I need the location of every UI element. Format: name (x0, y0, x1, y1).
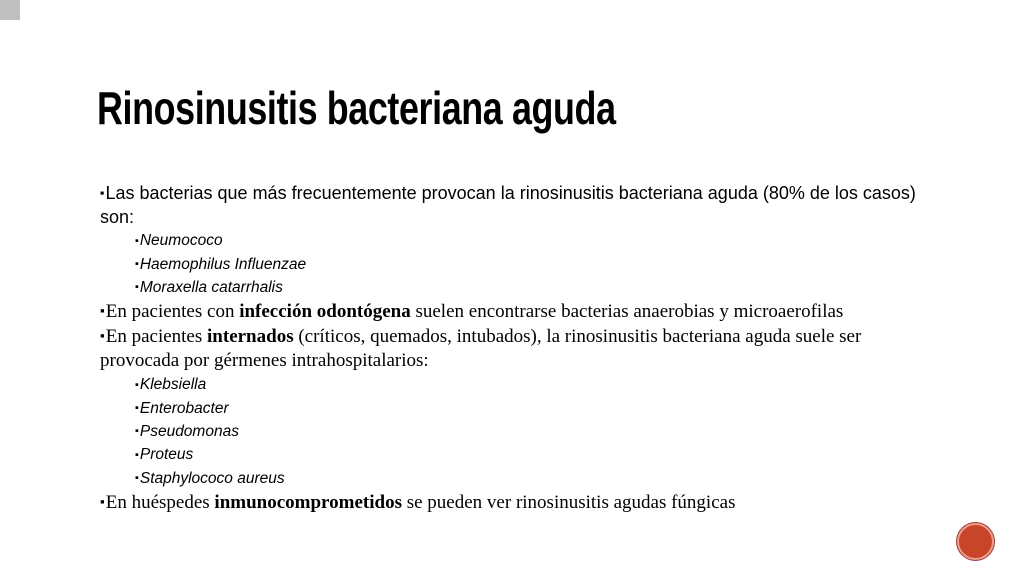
bullet-text: (críticos, quemados, intubados), la rinosinusitis bacteriana aguda suele ser provocada por gérmenes intrahospitalarios: (100, 326, 862, 372)
bullet-icon: ▪ (100, 186, 105, 201)
slide-content (100, 181, 940, 515)
bullet-text: suelen encontrarse bacterias anaerobias y microaerofilas (410, 301, 844, 323)
bullet-text-bold: internados (207, 326, 294, 348)
bullet-text: se pueden ver rinosinusitis agudas fúngicas (401, 492, 736, 514)
slide-title: Rinosinusitis bacteriana aguda (97, 82, 616, 134)
sub-item (135, 253, 940, 276)
bullet-icon: ▪ (135, 448, 139, 461)
bullet-icon: ▪ (135, 378, 139, 391)
bullet-icon: ▪ (135, 234, 139, 247)
bullet-icon: ▪ (135, 281, 139, 294)
bullet-item-3 (100, 324, 940, 373)
bullet-item-4 (100, 490, 940, 515)
sub-item-text: Neumococo (139, 232, 223, 250)
bullet-text-bold: infección odontógena (239, 301, 411, 323)
bullet-icon: ▪ (135, 472, 139, 485)
sub-item-text: Staphylococo aureus (139, 469, 285, 487)
bullet-icon: ▪ (100, 328, 105, 344)
corner-decoration (0, 0, 20, 20)
sub-item (135, 276, 940, 299)
bullet-icon: ▪ (135, 257, 139, 270)
sub-item (135, 229, 940, 252)
page-number-badge (957, 523, 994, 560)
bullet-text: En huéspedes (105, 492, 215, 514)
bullet-item-1 (100, 181, 940, 229)
sub-item-text: Klebsiella (139, 376, 207, 394)
bullet-text: En pacientes (105, 326, 208, 348)
sub-item (135, 397, 940, 420)
bullet-text: En pacientes con (105, 301, 240, 323)
sub-item-text: Enterobacter (139, 399, 229, 417)
bullet-icon: ▪ (100, 303, 105, 319)
sub-item-text: Haemophilus Influenzae (139, 255, 307, 273)
sub-item (135, 420, 940, 443)
bullet-icon: ▪ (100, 494, 105, 510)
sub-item-text: Moraxella catarrhalis (139, 278, 283, 296)
bullet-text-bold: inmunocomprometidos (214, 492, 402, 514)
bullet-icon: ▪ (135, 401, 139, 414)
bullet-text: Las bacterias que más frecuentemente provocan la rinosinusitis bacteriana aguda (80% de los casos) son: (100, 183, 916, 228)
bullet-item-2 (100, 299, 940, 324)
sub-item (135, 443, 940, 466)
sub-item-text: Proteus (139, 446, 194, 464)
sub-item (135, 373, 940, 396)
bullet-icon: ▪ (135, 425, 139, 438)
sub-item-text: Pseudomonas (139, 422, 239, 440)
sub-item (135, 467, 940, 490)
